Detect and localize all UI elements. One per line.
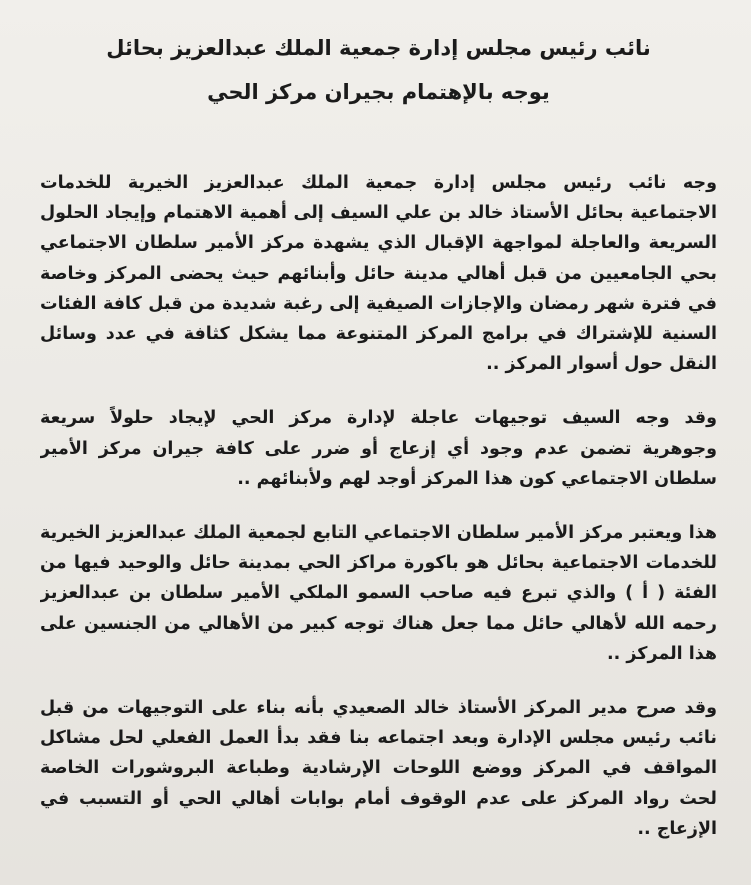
paragraph-line: رحمه الله لأهالي حائل مما جعل هناك توجه كبير من الأهالي من الجنسين على — [40, 613, 717, 634]
headline-line-1: نائب رئيس مجلس إدارة جمعية الملك عبدالعزيز بحائل — [106, 36, 651, 60]
paragraph-line: سلطان الاجتماعي كون هذا المركز أوجد لهم ولأبنائهم .. — [237, 468, 717, 489]
paragraph-line: هذا ويعتبر مركز الأمير سلطان الاجتماعي التابع لجمعية الملك عبدالعزيز الخيرية — [40, 523, 717, 544]
paragraph-3 — [40, 518, 717, 669]
paragraph-line: بحي الجامعيين من قبل أهالي مدينة حائل وأبنائهم حيث يحضى المركز وخاصة — [40, 263, 717, 284]
paragraph-1 — [40, 168, 717, 379]
paragraph-line: النقل حول أسوار المركز .. — [486, 354, 717, 375]
paragraph-line: المواقف في المركز ووضع اللوحات الإرشادية وطباعة البروشورات الخاصة — [40, 758, 717, 779]
paragraph-line: وجوهرية تضمن عدم وجود أي إزعاج أو ضرر على كافة جيران مركز الأمير — [40, 438, 717, 459]
paragraph-line: الفئة ( أ ) والذي تبرع فيه صاحب السمو الملكي الأمير سلطان بن عبدالعزيز — [40, 583, 717, 604]
paragraph-line: هذا المركز .. — [607, 643, 717, 664]
paragraph-line: السنية للإشتراك في برامج المركز المتنوعة مما يشكل كثافة في عدد وسائل — [40, 324, 717, 345]
paragraph-line: في فترة شهر رمضان والإجازات الصيفية إلى رغبة شديدة من قبل كافة الفئات — [40, 293, 717, 314]
paragraph-4 — [40, 693, 717, 844]
paragraph-2 — [40, 403, 717, 494]
document-headline — [40, 26, 717, 114]
paragraph-line: وقد وجه السيف توجيهات عاجلة لإدارة مركز الحي لإيجاد حلولاً سريعة — [40, 408, 717, 429]
headline-line-2: يوجه بالإهتمام بجيران مركز الحي — [207, 80, 550, 104]
paragraph-line: لحث رواد المركز على عدم الوقوف أمام بوابات أهالي الحي أو التسبب في — [40, 788, 717, 809]
paragraph-line: وجه نائب رئيس مجلس إدارة جمعية الملك عبدالعزيز الخيرية للخدمات — [40, 173, 717, 193]
paragraph-line: السريعة والعاجلة لمواجهة الإقبال الذي يشهدة مركز الأمير سلطان الاجتماعي — [40, 233, 717, 254]
article-body — [40, 168, 717, 844]
paragraph-line: الاجتماعية بحائل الأستاذ خالد بن علي السيف إلى أهمية الاهتمام وإيجاد الحلول — [40, 203, 717, 224]
paragraph-line: للخدمات الاجتماعية بحائل هو باكورة مراكز الحي بمدينة حائل والوحيد فيها من — [40, 553, 717, 574]
paragraph-line: وقد صرح مدير المركز الأستاذ خالد الصعيدي بأنه بناء على التوجيهات من قبل — [40, 698, 717, 719]
paragraph-line: نائب رئيس مجلس الإدارة وبعد اجتماعه بنا فقد بدأ العمل الفعلي لحل مشاكل — [40, 728, 717, 749]
paragraph-line: الإزعاج .. — [637, 818, 717, 839]
